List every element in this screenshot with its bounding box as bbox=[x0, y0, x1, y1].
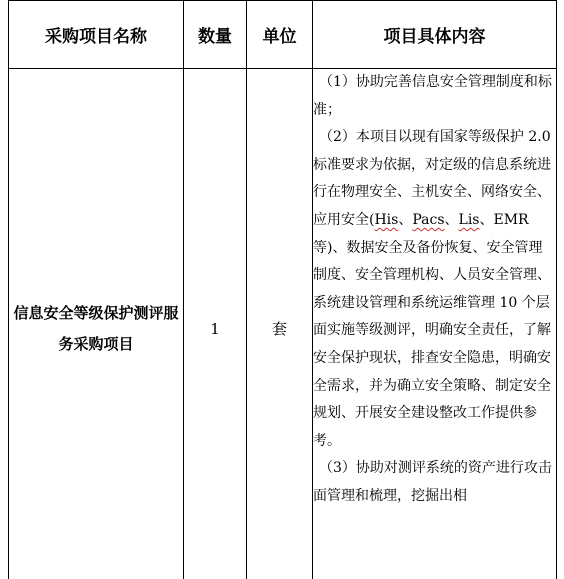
cell-unit: 套 bbox=[247, 69, 313, 579]
procurement-table bbox=[8, 0, 557, 579]
content-paragraph-3: （3）协助对测评系统的资产进行攻击面管理和梳理，挖掘出相 bbox=[313, 460, 552, 504]
header-content: 项目具体内容 bbox=[313, 1, 557, 69]
cell-content bbox=[313, 69, 557, 579]
content-paragraph-2 bbox=[313, 124, 556, 455]
spellcheck-word-pacs: Pacs bbox=[412, 211, 445, 228]
content-paragraph-2-part-b: 、EMR 等)、数据安全及备份恢复、安全管理制度、安全管理机构、人员安全管理、系统建设管理和系统运维管理 10 个层面实施等级测评，明确安全责任，了解安全保护现状，排查安全隐患，明确安全需求，并为确立安全策略、制定安全规划、开展安全建设整改工作提供参考。 bbox=[313, 211, 551, 449]
spellcheck-word-lis: Lis bbox=[458, 211, 480, 228]
header-unit: 单位 bbox=[247, 1, 313, 69]
separator: 、 bbox=[444, 211, 459, 228]
cell-project-name: 信息安全等级保护测评服务采购项目 bbox=[9, 69, 184, 579]
table-header-row bbox=[9, 1, 557, 69]
table-row bbox=[9, 69, 557, 579]
cell-quantity: 1 bbox=[184, 69, 247, 579]
content-paragraph-1: （1）协助完善信息安全管理制度和标准； bbox=[313, 74, 552, 118]
spellcheck-word-his: His bbox=[374, 211, 399, 228]
header-project-name: 采购项目名称 bbox=[9, 1, 184, 69]
content-paragraph-2-part-a: （2）本项目以现有国家等级保护 2.0 标准要求为依据，对定级的信息系统进行在物理安全、主机安全、网络安全、应用安全( bbox=[313, 129, 551, 228]
separator: 、 bbox=[398, 211, 413, 228]
header-quantity: 数量 bbox=[184, 1, 247, 69]
